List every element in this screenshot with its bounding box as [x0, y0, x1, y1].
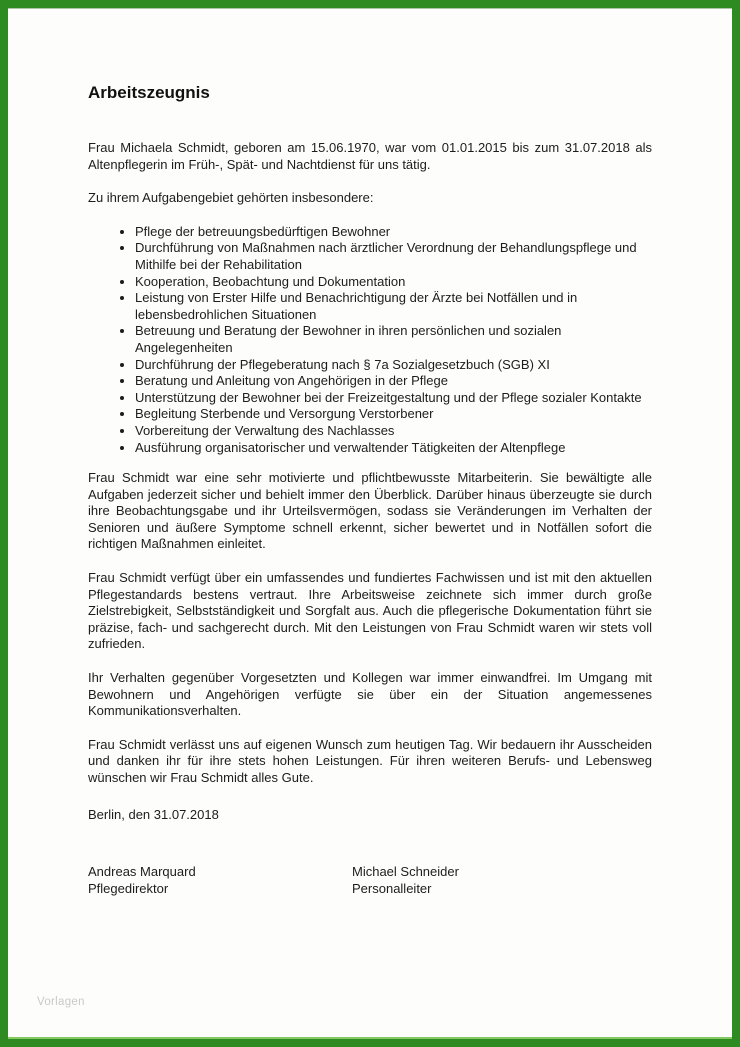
letter-content — [8, 8, 732, 897]
task-item: • Betreuung und Beratung der Bewohner in ihren persönlichen und sozialen Angelegenheiten — [135, 323, 652, 356]
task-item: • Durchführung der Pflegeberatung nach § 7a Sozialgesetzbuch (SGB) XI — [135, 357, 652, 374]
intro-paragraph: Frau Michaela Schmidt, geboren am 15.06.1970, war vom 01.01.2015 bis zum 31.07.2018 als Altenpflegerin im Früh-, Spät- und Nachtdienst für uns tätig. — [88, 140, 652, 172]
task-item: • Begleitung Sterbende und Versorgung Verstorbener — [135, 406, 652, 423]
signature-name: Michael Schneider — [352, 864, 459, 880]
task-item: • Unterstützung der Bewohner bei der Freizeitgestaltung und der Pflege sozialer Kontakte — [135, 390, 652, 407]
tasks-intro: Zu ihrem Aufgabengebiet gehörten insbesondere: — [88, 190, 374, 206]
body-paragraph: Frau Schmidt verfügt über ein umfassendes und fundiertes Fachwissen und ist mit den aktuellen Pflegestandards bestens vertraut. Ihre Arbeitsweise zeichnete sich immer durch große Zielstrebigkeit, Selbstständigkeit und Sorgfalt aus. Auch die pflegerische Dokumentation führt sie präzise, fach- und sachgerecht durch. Mit den Leistungen von Frau Schmidt waren wir stets voll zufrieden. — [88, 570, 652, 652]
task-item: • Beratung und Anleitung von Angehörigen in der Pflege — [135, 373, 652, 390]
task-item: • Kooperation, Beobachtung und Dokumentation — [135, 274, 652, 291]
task-item: • Leistung von Erster Hilfe und Benachrichtigung der Ärzte bei Notfällen und in lebensbedrohlichen Situationen — [135, 290, 652, 323]
body-paragraph: Frau Schmidt verlässt uns auf eigenen Wunsch zum heutigen Tag. Wir bedauern ihr Ausscheiden und danken ihr für ihre stets hohen Leistungen. Für ihren weiteren Berufs- und Lebensweg wünschen wir Frau Schmidt alles Gute. — [88, 736, 652, 785]
signature-role: Pflegedirektor — [88, 881, 169, 897]
signature-block — [88, 863, 652, 897]
task-list — [88, 224, 652, 456]
task-item: • Vorbereitung der Verwaltung des Nachlasses — [135, 423, 652, 440]
date-line: Berlin, den 31.07.2018 — [88, 806, 219, 822]
watermark-label: Vorlagen — [37, 996, 85, 1008]
body-paragraph: Ihr Verhalten gegenüber Vorgesetzten und Kollegen war immer einwandfrei. Im Umgang mit Bewohnern und Angehörigen verfügte sie über ein der Situation angemessenes Kommunikationsverhalten. — [88, 670, 652, 719]
signature-role: Personalleiter — [352, 881, 432, 897]
letter-title: Arbeitszeugnis — [88, 83, 210, 102]
body-paragraph: Frau Schmidt war eine sehr motivierte und pflichtbewusste Mitarbeiterin. Sie bewältigte alle Aufgaben jederzeit sicher und behielt immer den Überblick. Darüber hinaus überzeugte sie durch ihre Beobachtungsgabe und ihr Urteilsvermögen, sodass sie Veränderungen im Verhalten der Senioren und äußere Symptome schnell erkennt, sicher bewertet und in Notfällen sofort die richtigen Maßnahmen einleitet. — [88, 470, 652, 552]
signature-name: Andreas Marquard — [88, 864, 196, 880]
signature-right — [352, 863, 616, 897]
task-item: • Ausführung organisatorischer und verwaltender Tätigkeiten der Altenpflege — [135, 440, 652, 457]
task-item: • Durchführung von Maßnahmen nach ärztlicher Verordnung der Behandlungspflege und Mithilfe bei der Rehabilitation — [135, 240, 652, 273]
signature-left — [88, 863, 352, 897]
task-item: • Pflege der betreuungsbedürftigen Bewohner — [135, 224, 652, 241]
